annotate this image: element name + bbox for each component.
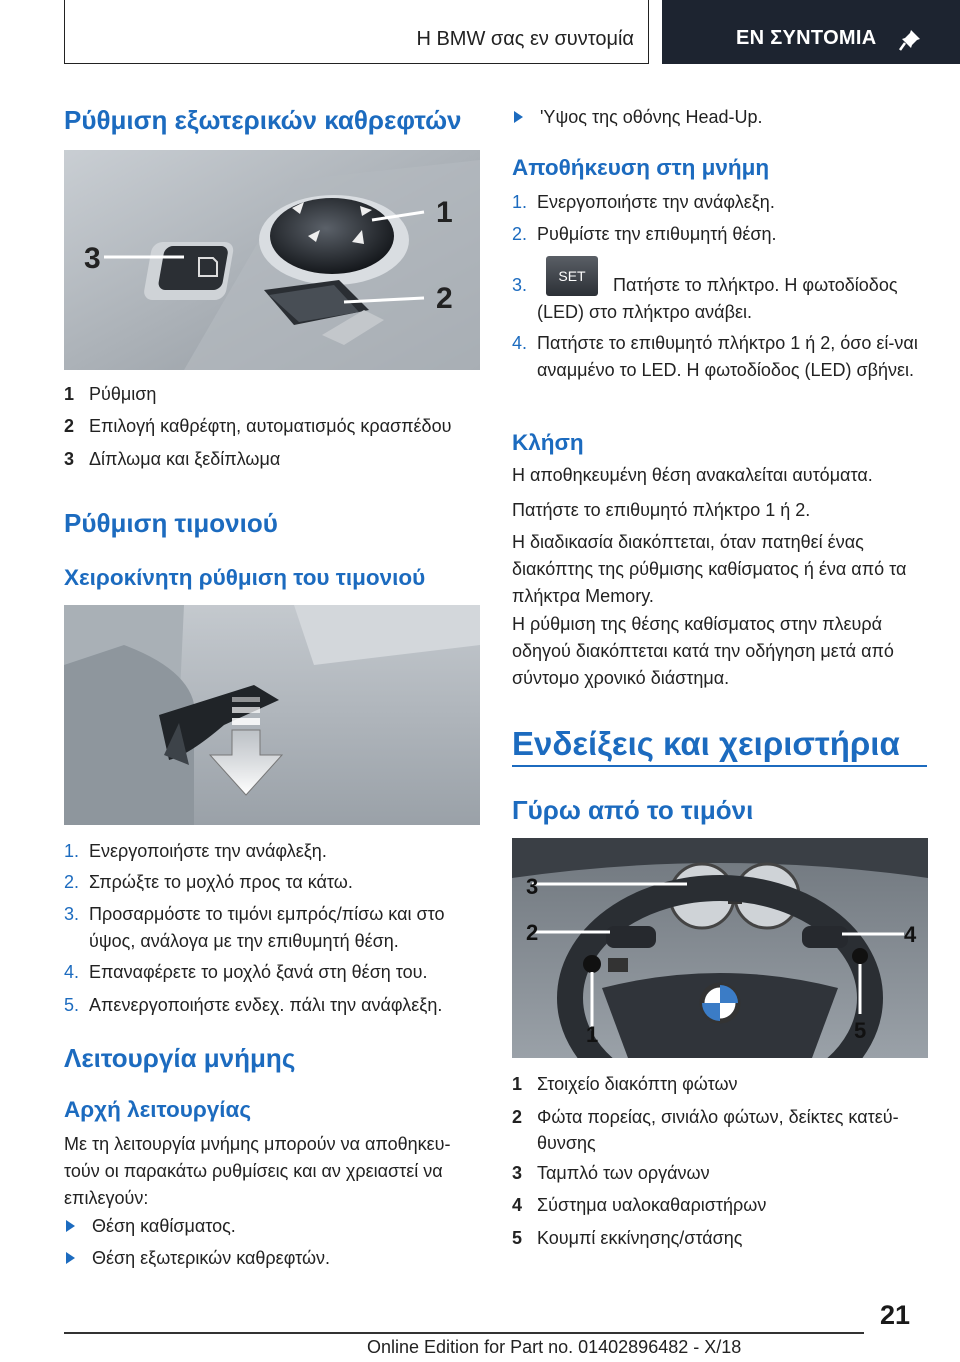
header-chapter: Η BMW σας εν συντομία [416, 28, 634, 50]
recall-title: Κλήση [512, 430, 584, 455]
mirror-figure [64, 150, 480, 370]
pin-icon [898, 28, 922, 52]
mirror-illustration [64, 150, 480, 370]
store-title: Αποθήκευση στη μνήμη [512, 155, 770, 180]
dashboard-illustration [512, 838, 928, 1058]
header-box [64, 0, 649, 64]
triangle-bullet-icon [514, 111, 523, 123]
memory-intro: Με τη λειτουργία μνήμης μπορούν να αποθηκευ‐τούν οι παρακάτω ρυθμίσεις και αν χρειαστεί να επιλεγούν: [64, 1134, 451, 1208]
header-section-title: ΕΝ ΣΥΝΤΟΜΙΑ [736, 27, 877, 49]
steering-figure [64, 605, 480, 825]
triangle-bullet-icon [66, 1252, 75, 1264]
dashboard-callout-4: 4 [904, 922, 917, 947]
recall-text-2: Πατήστε το επιθυμητό πλήκτρο 1 ή 2. [512, 500, 811, 520]
mirror-title: Ρύθμιση εξωτερικών καθρεφτών [64, 105, 462, 135]
dashboard-callout-2: 2 [526, 920, 539, 945]
set-key-icon: SET [546, 256, 598, 296]
steering-lever-illustration [64, 605, 480, 825]
triangle-bullet-icon [66, 1220, 75, 1232]
header-section-tab [662, 0, 960, 64]
section-divider [512, 765, 927, 767]
page-number: 21 [880, 1300, 911, 1330]
wheel-title: Ρύθμιση τιμονιού [64, 508, 278, 538]
dashboard-callout-3: 3 [526, 874, 539, 899]
footer-edition: Online Edition for Part no. 01402896482 - X/18 [367, 1337, 742, 1357]
indicators-subtitle: Γύρω από το τιμόνι [512, 795, 754, 825]
memory-subtitle: Αρχή λειτουργίας [64, 1097, 252, 1122]
mirror-callout-1: 1 [436, 196, 453, 229]
memory-title: Λειτουργία μνήμης [64, 1043, 296, 1073]
recall-text-3: Η διαδικασία διακόπτεται, όταν πατηθεί ένας διακόπτης της ρύθμισης καθίσματος ή ένα από τα πλήκτρα Memory. [512, 532, 907, 606]
dashboard-figure [512, 838, 928, 1058]
recall-text-4: Η ρύθμιση της θέσης καθίσματος στην πλευρά οδηγού διακόπτεται κατά την οδήγηση μετά από σύντομο χρονικό διάστημα. [512, 614, 894, 688]
dashboard-callout-1: 1 [586, 1022, 599, 1047]
footer-rule [64, 1332, 864, 1334]
recall-text-1: Η αποθηκευμένη θέση ανακαλείται αυτόματα. [512, 465, 873, 485]
indicators-title: Ενδείξεις και χειριστήρια [512, 725, 900, 762]
mirror-callout-3: 3 [84, 242, 101, 275]
dashboard-callout-5: 5 [854, 1018, 867, 1043]
mirror-callout-2: 2 [436, 282, 453, 315]
wheel-subtitle: Χειροκίνητη ρύθμιση του τιμονιού [64, 565, 426, 590]
